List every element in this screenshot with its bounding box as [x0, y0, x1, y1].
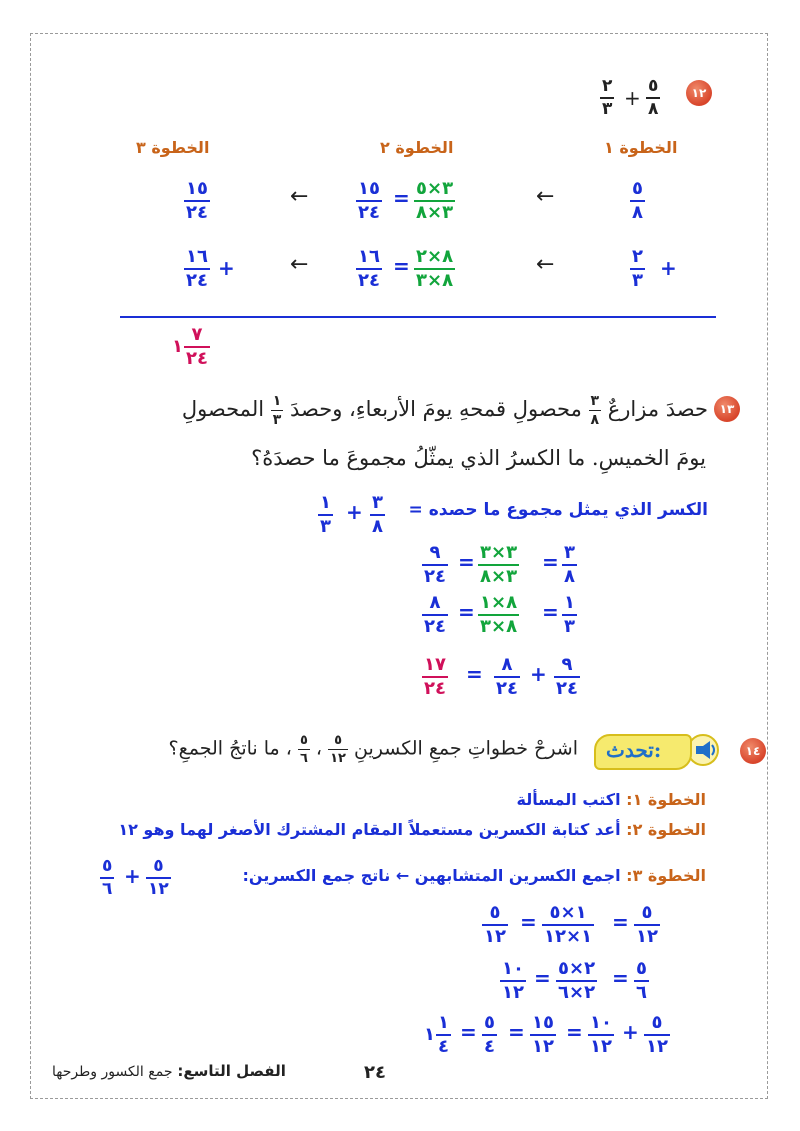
q14-calc1-result: [482, 904, 508, 946]
numerator: ٥: [102, 856, 113, 876]
q13-calc3-result: [422, 656, 448, 698]
q14-calc3-mixed-fraction: [436, 1014, 451, 1056]
step-text: اكتب المسألة: [516, 790, 621, 809]
numerator: ٢: [632, 246, 643, 267]
step-text: اجمع الكسرين المتشابهين ← ناتج جمع الكسرين:: [242, 866, 621, 885]
q12-row1-original: [630, 180, 645, 222]
numerator: ٥: [299, 733, 308, 748]
denominator: ١٢: [484, 926, 506, 947]
numerator: ٨×١: [480, 592, 518, 613]
equals-sign: =: [460, 1020, 477, 1044]
numerator: ٥: [484, 1012, 495, 1033]
answer-whole: ١: [172, 336, 183, 357]
denominator: ٢٤: [424, 616, 446, 637]
denominator: ١٢: [590, 1036, 612, 1057]
equals-sign: =: [458, 600, 475, 624]
page-number: ٢٤: [364, 1062, 386, 1083]
chapter-footer: [52, 1062, 286, 1080]
mixed-whole: ١: [424, 1024, 435, 1045]
numerator: ٥: [648, 76, 659, 96]
comma: ،: [315, 737, 323, 760]
q14-step3-frac-a: [146, 858, 171, 898]
denominator: ٣: [632, 270, 643, 291]
q13-calc2-multiplier: [478, 594, 519, 636]
denominator: ٦: [299, 751, 308, 766]
numerator: ٥: [636, 958, 647, 979]
q12-answer-fraction: [184, 326, 210, 368]
step-2-header: الخطوة ٢: [380, 138, 454, 157]
denominator: ٦: [636, 982, 647, 1003]
numerator: ١: [320, 492, 331, 513]
q12-row2-final: [184, 248, 210, 290]
denominator: ٢٤: [358, 270, 380, 291]
denominator: ٣: [320, 516, 331, 537]
q14-inline-fraction-2: [298, 734, 310, 765]
question-12-badge: [686, 80, 712, 106]
step-text: أعد كتابة الكسرين مستعملاً المقام المشترك الأصغر لهما وهو ١٢: [118, 820, 621, 839]
plus-sign: +: [624, 86, 641, 110]
q13-answer-frac-b: [318, 494, 333, 536]
denominator: ٨: [632, 202, 643, 223]
denominator: ٦: [102, 879, 113, 899]
q14-text: اشرحْ خطواتِ جمعِ الكسرينِ: [354, 737, 578, 760]
numerator: ٣: [372, 492, 383, 513]
equals-sign: =: [542, 600, 559, 624]
numerator: ٥: [632, 178, 643, 199]
numerator: ١٥: [186, 178, 208, 199]
numerator: ١: [564, 592, 575, 613]
q14-calc3-sum: [530, 1014, 556, 1056]
plus-sign: +: [346, 500, 363, 524]
q14-prompt: [169, 734, 578, 765]
denominator: ٤: [484, 1036, 495, 1057]
numerator: ٧: [191, 324, 203, 345]
plus-sign: +: [622, 1020, 639, 1044]
step-label: الخطوة ١:: [626, 790, 706, 809]
denominator: ١٢: [330, 751, 346, 766]
denominator: ١٢: [532, 1036, 554, 1057]
numerator: ٨: [429, 592, 441, 613]
denominator: ١٢: [646, 1036, 668, 1057]
q13-calc1-original: [562, 544, 577, 586]
equals-sign: =: [458, 550, 475, 574]
q13-line2: يومَ الخميسِ. ما الكسرُ الذي يمثّلُ مجموعَ ما حصدَهُ؟: [251, 446, 706, 470]
numerator: ٥: [651, 1012, 663, 1033]
q14-inline-fraction-1: [328, 734, 348, 765]
q13-calc3-frac-b: [494, 656, 520, 698]
numerator: ١×٥: [549, 902, 587, 923]
q13-calc3-frac-a: [554, 656, 580, 698]
denominator: ٣×٨: [480, 566, 518, 587]
q12-row1-result: [356, 180, 382, 222]
q13-answer-frac-a: [370, 494, 385, 536]
question-number: ١٣: [719, 402, 735, 416]
equals-sign: =: [542, 550, 559, 574]
question-number: ١٤: [745, 744, 761, 758]
question-number: ١٢: [691, 86, 707, 100]
chapter-title: جمع الكسور وطرحها: [52, 1064, 173, 1080]
denominator: ١٢: [636, 926, 658, 947]
q13-line1: [182, 394, 708, 427]
chapter-label: الفصل التاسع:: [177, 1062, 286, 1080]
plus-sign: +: [530, 662, 547, 686]
q14-text: ، ما ناتجُ الجمعِ؟: [168, 737, 292, 760]
denominator: ٢٤: [186, 202, 208, 223]
q13-calc1-result: [422, 544, 448, 586]
numerator: ٣×٥: [416, 178, 454, 199]
denominator: ٢٤: [358, 202, 380, 223]
q13-text: حصدَ مزارعٌ: [607, 397, 708, 421]
denominator: ٨: [590, 412, 600, 428]
left-arrow-icon: ←: [536, 252, 555, 277]
numerator: ٢: [602, 76, 613, 96]
numerator: ١: [438, 1012, 449, 1033]
numerator: ٥: [334, 733, 343, 748]
q14-calc3-simplified: [482, 1014, 497, 1056]
sum-line: [120, 316, 716, 318]
q13-calc1-multiplier: [478, 544, 519, 586]
denominator: ٢٤: [424, 678, 446, 699]
numerator: ٥: [153, 856, 164, 876]
numerator: ٣: [590, 393, 600, 409]
q14-calc1-multiplier: [542, 904, 594, 946]
q14-step1: [517, 790, 706, 809]
denominator: ٨: [648, 99, 659, 119]
plus-sign: +: [218, 256, 235, 280]
numerator: ١٦: [186, 246, 208, 267]
denominator: ٢×٦: [558, 982, 596, 1003]
numerator: ١٠: [502, 958, 524, 979]
q13-inline-fraction-2: [271, 394, 284, 427]
denominator: ٢٤: [424, 566, 446, 587]
denominator: ٨×٣: [480, 616, 518, 637]
plus-sign: +: [124, 864, 141, 888]
denominator: ٣: [564, 616, 575, 637]
talk-badge: [594, 734, 692, 770]
numerator: ١٧: [424, 654, 446, 675]
numerator: ٥: [489, 902, 501, 923]
step-1-header: الخطوة ١: [604, 138, 678, 157]
plus-sign: +: [660, 256, 677, 280]
q12-row1-multiplier: [414, 180, 455, 222]
denominator: ٤: [438, 1036, 449, 1057]
q12-prompt-frac-b: [646, 78, 660, 118]
q14-step2: [118, 820, 706, 839]
talk-label: تحدث:: [606, 738, 662, 762]
denominator: ٢٤: [186, 348, 208, 369]
denominator: ٢٤: [186, 270, 208, 291]
numerator: ١٥: [358, 178, 380, 199]
numerator: ٨: [501, 654, 513, 675]
numerator: ١: [272, 393, 282, 409]
equals-sign: =: [393, 186, 410, 210]
left-arrow-icon: ←: [290, 252, 309, 277]
denominator: ٣: [272, 412, 282, 428]
numerator: ٥: [641, 902, 653, 923]
equals-sign: =: [466, 662, 483, 686]
q13-text: محصولِ قمحهِ يومَ الأربعاءِ، وحصدَ: [289, 397, 582, 421]
q14-step3: [243, 866, 706, 885]
denominator: ٨: [372, 516, 383, 537]
q14-calc2-multiplier: [556, 960, 597, 1002]
denominator: ٢٤: [496, 678, 518, 699]
equals-sign: =: [566, 1020, 583, 1044]
denominator: ٢٤: [556, 678, 578, 699]
left-arrow-icon: ←: [290, 184, 309, 209]
denominator: ١٢: [148, 879, 169, 899]
q14-calc3-frac-b: [588, 1014, 614, 1056]
q12-prompt-frac-a: [600, 78, 614, 118]
denominator: ١×١٢: [544, 926, 593, 947]
q12-row1-final: [184, 180, 210, 222]
numerator: ٩: [561, 654, 573, 675]
numerator: ٣: [564, 542, 575, 563]
denominator: ٨×٣: [416, 270, 454, 291]
equals-sign: =: [534, 966, 551, 990]
equals-sign: =: [612, 910, 629, 934]
denominator: ١٢: [502, 982, 524, 1003]
step-label: الخطوة ٣:: [626, 866, 706, 885]
numerator: ٢×٥: [558, 958, 596, 979]
q12-row2-multiplier: [414, 248, 455, 290]
numerator: ٨×٢: [416, 246, 454, 267]
q12-row2-result: [356, 248, 382, 290]
numerator: ٣×٣: [480, 542, 518, 563]
q13-calc2-original: [562, 594, 577, 636]
q13-answer-label: الكسر الذي يمثل مجموع ما حصده =: [408, 500, 708, 520]
q14-calc2-result: [500, 960, 526, 1002]
numerator: ١٦: [358, 246, 380, 267]
numerator: ٩: [429, 542, 441, 563]
denominator: ٣×٨: [416, 202, 454, 223]
q14-step3-frac-b: [100, 858, 114, 898]
question-13-badge: [714, 396, 740, 422]
question-14-badge: [740, 738, 766, 764]
equals-sign: =: [393, 254, 410, 278]
q14-calc3-frac-a: [644, 1014, 670, 1056]
equals-sign: =: [612, 966, 629, 990]
q12-row2-original: [630, 248, 645, 290]
step-label: الخطوة ٢:: [626, 820, 706, 839]
denominator: ٣: [602, 99, 613, 119]
denominator: ٨: [564, 566, 575, 587]
equals-sign: =: [520, 910, 537, 934]
equals-sign: =: [508, 1020, 525, 1044]
q13-inline-fraction-1: [589, 394, 602, 427]
numerator: ١٥: [532, 1012, 554, 1033]
left-arrow-icon: ←: [536, 184, 555, 209]
q13-text: المحصولِ: [181, 397, 265, 421]
q14-calc2-original: [634, 960, 649, 1002]
step-3-header: الخطوة ٣: [136, 138, 210, 157]
q13-calc2-result: [422, 594, 448, 636]
q14-calc1-original: [634, 904, 660, 946]
numerator: ١٠: [590, 1012, 612, 1033]
